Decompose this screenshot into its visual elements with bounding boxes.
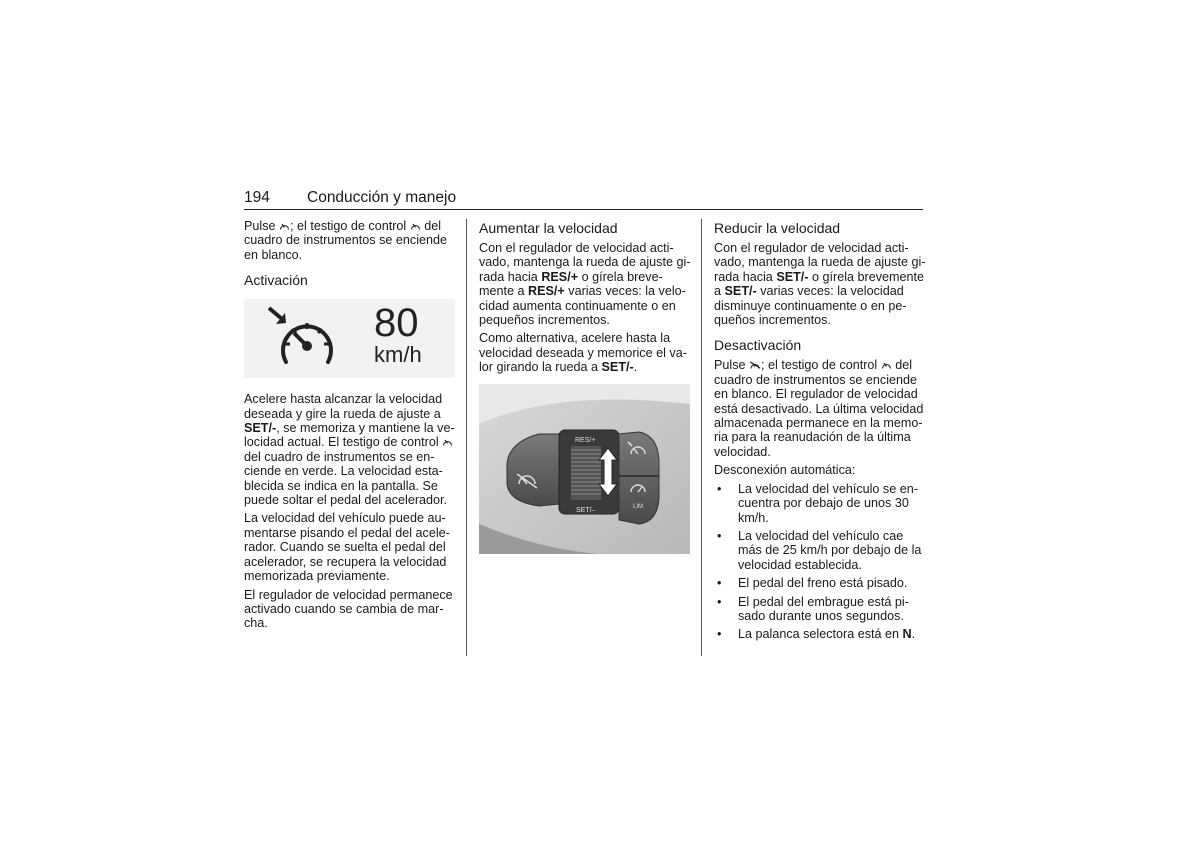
page-number: 194 bbox=[244, 189, 270, 206]
wheel-res-label: RES/+ bbox=[575, 436, 596, 444]
increase-paragraph-1: Con el regulador de velocidad acti-vado, mantenga la rueda de ajuste gi-rada hacia RES/+ o gírela breve-mente a RES/+ varias veces: la velo-cidad aumenta continuamente o en pequeños incrementos. bbox=[479, 241, 691, 328]
speed-value: 80 bbox=[374, 301, 419, 346]
cruise-cancel-icon bbox=[749, 360, 761, 370]
list-item: • La velocidad del vehículo se en-cuentra por debajo de unos 30 km/h. bbox=[714, 482, 926, 525]
list-item: • El pedal del embrague está pi-sado durante unos segundos. bbox=[714, 595, 926, 624]
cruise-control-indicator-icon bbox=[881, 360, 892, 370]
page-header bbox=[244, 189, 923, 210]
chapter-title: Conducción y manejo bbox=[307, 189, 457, 206]
reduce-speed-heading: Reducir la velocidad bbox=[714, 220, 841, 236]
auto-disconnect-label: Desconexión automática: bbox=[714, 463, 856, 478]
activation-paragraph-1: Acelere hasta alcanzar la velocidad deseada y gire la rueda de ajuste a SET/-, se memoriza y mantiene la ve-locidad actual. El testigo de control del cuadro de instrumentos se en-ciende en verde. La velocidad esta-blecida se indica en la pantalla. Se puede soltar el pedal del acelerador. bbox=[244, 392, 455, 508]
list-item: • El pedal del freno está pisado. bbox=[714, 576, 926, 590]
column-divider bbox=[466, 219, 467, 656]
cruise-control-indicator-icon bbox=[410, 221, 421, 231]
column-3 bbox=[714, 219, 926, 646]
speedometer-icon bbox=[244, 299, 354, 378]
steering-wheel-controls-image bbox=[479, 384, 690, 554]
activation-paragraph-3: El regulador de velocidad permanece activado cuando se cambia de mar-cha. bbox=[244, 587, 453, 631]
cruise-control-indicator-icon bbox=[442, 437, 453, 447]
intro-paragraph: Pulse ; el testigo de control del cuadro de instrumentos se enciende en blanco. bbox=[244, 219, 448, 262]
cruise-control-icon bbox=[279, 221, 290, 231]
column-divider bbox=[701, 219, 702, 656]
reduce-paragraph: Con el regulador de velocidad acti-vado, mantenga la rueda de ajuste gi-rada hacia SET/- o gírela brevemente a SET/- varias veces: la velocidad disminuye continuamente o en pe-queños incrementos. bbox=[714, 241, 926, 328]
wheel-set-label: SET/– bbox=[576, 506, 596, 514]
column-2 bbox=[479, 219, 691, 554]
deactivation-paragraph: Pulse ; el testigo de control del cuadro de instrumentos se enciende en blanco. El regulador de velocidad está desactivado. La última velocidad almacenada permanece en la memo-ria para la reanudación de la última velocidad. bbox=[714, 358, 924, 459]
list-item: • La velocidad del vehículo cae más de 25 km/h por debajo de la velocidad establecida. bbox=[714, 529, 926, 572]
auto-disconnect-list bbox=[714, 482, 926, 642]
steering-wheel-controls-figure bbox=[479, 384, 690, 554]
activation-paragraph-2: La velocidad del vehículo puede au-mentarse pisando el pedal del acele-rador. Cuando se suelta el pedal del acelerador, se recupera la velocidad memorizada previamente. bbox=[244, 511, 450, 584]
list-item: • La palanca selectora está en N. bbox=[714, 627, 926, 641]
increase-speed-heading: Aumentar la velocidad bbox=[479, 220, 618, 236]
cruise-display-figure bbox=[244, 299, 455, 378]
increase-paragraph-2: Como alternativa, acelere hasta la velocidad deseada y memorice el va-lor girando la rueda a SET/-. bbox=[479, 331, 687, 375]
activation-heading: Activación bbox=[244, 272, 308, 289]
speed-unit: km/h bbox=[374, 342, 422, 368]
deactivation-heading: Desactivación bbox=[714, 337, 802, 354]
column-1 bbox=[244, 219, 457, 635]
wheel-lim-label: LIM bbox=[633, 503, 644, 510]
